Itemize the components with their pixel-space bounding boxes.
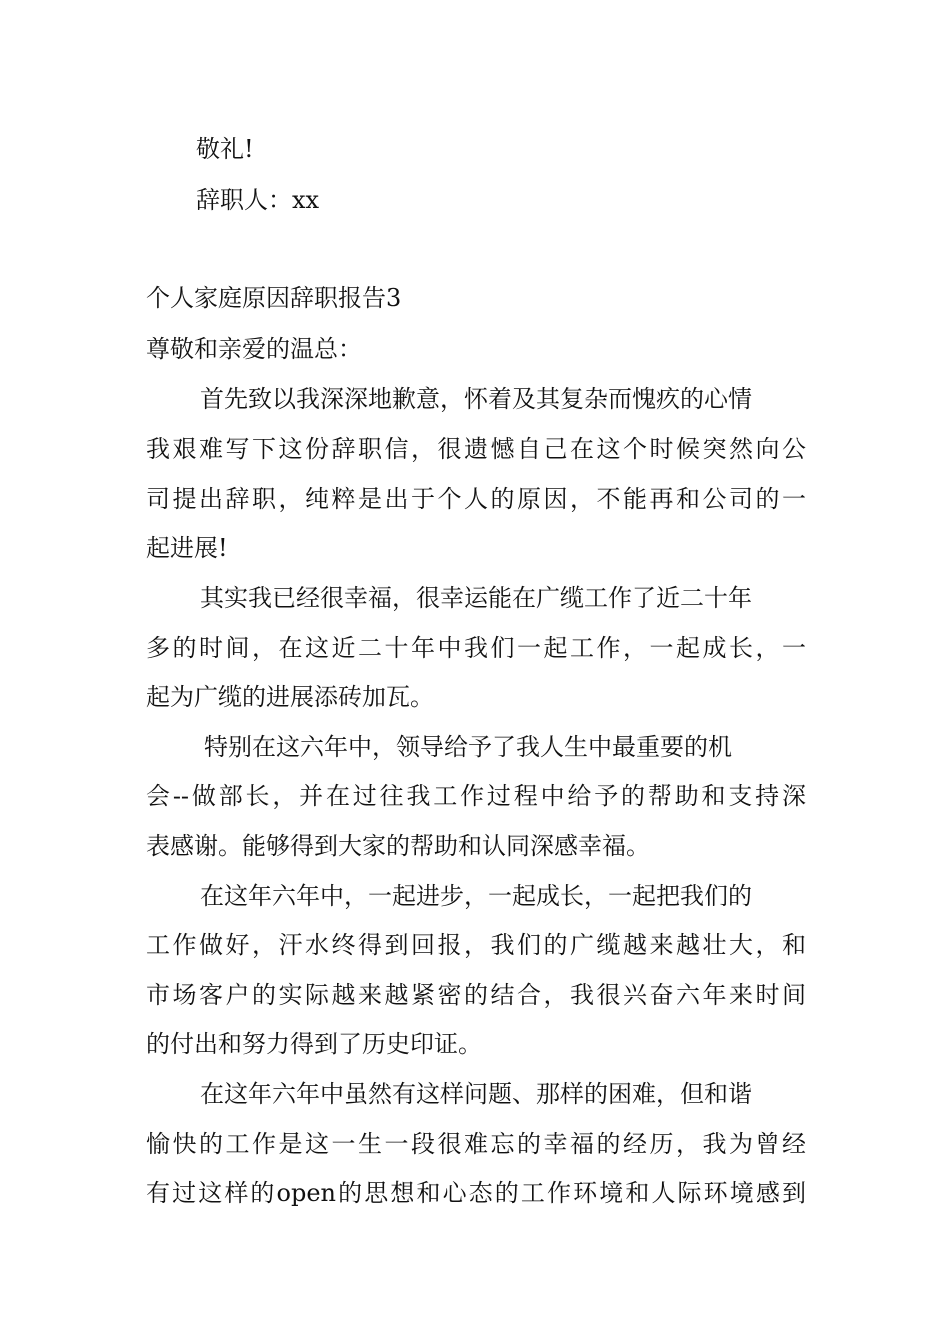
paragraph-line: 多的时间，在这近二十年中我们一起工作，一起成长，一 — [146, 634, 806, 662]
paragraph-line: 在这年六年中，一起进步，一起成长，一起把我们的 — [200, 882, 752, 910]
paragraph-line: 愉快的工作是这一生一段很难忘的幸福的经历，我为曾经 — [146, 1130, 806, 1158]
report-title: 个人家庭原因辞职报告3 — [146, 284, 402, 312]
paragraph-line: 的付出和努力得到了历史印证。 — [146, 1030, 482, 1058]
paragraph-line: 市场客户的实际越来越紧密的结合，我很兴奋六年来时间 — [146, 981, 806, 1009]
paragraph-line: 会--做部长，并在过往我工作过程中给予的帮助和支持深 — [146, 782, 806, 810]
closing-signer: 辞职人：xx — [196, 186, 320, 214]
paragraph-line: 起为广缆的进展添砖加瓦。 — [146, 683, 434, 711]
paragraph-line: 工作做好，汗水终得到回报，我们的广缆越来越壮大，和 — [146, 931, 806, 959]
paragraph-line: 起进展! — [146, 534, 228, 562]
paragraph-line: 我艰难写下这份辞职信，很遗憾自己在这个时候突然向公 — [146, 435, 806, 463]
paragraph-line: 司提出辞职，纯粹是出于个人的原因，不能再和公司的一 — [146, 485, 806, 513]
paragraph-line: 特别在这六年中，领导给予了我人生中最重要的机 — [204, 733, 732, 761]
paragraph-line: 有过这样的open的思想和心态的工作环境和人际环境感到 — [146, 1179, 806, 1207]
closing-salute: 敬礼! — [196, 135, 254, 163]
paragraph-line: 在这年六年中虽然有这样问题、那样的困难，但和谐 — [200, 1080, 752, 1108]
paragraph-line: 表感谢。能够得到大家的帮助和认同深感幸福。 — [146, 832, 650, 860]
paragraph-line: 首先致以我深深地歉意，怀着及其复杂而愧疚的心情 — [200, 385, 752, 413]
paragraph-line: 其实我已经很幸福，很幸运能在广缆工作了近二十年 — [200, 584, 752, 612]
report-greeting: 尊敬和亲爱的温总： — [146, 335, 362, 363]
